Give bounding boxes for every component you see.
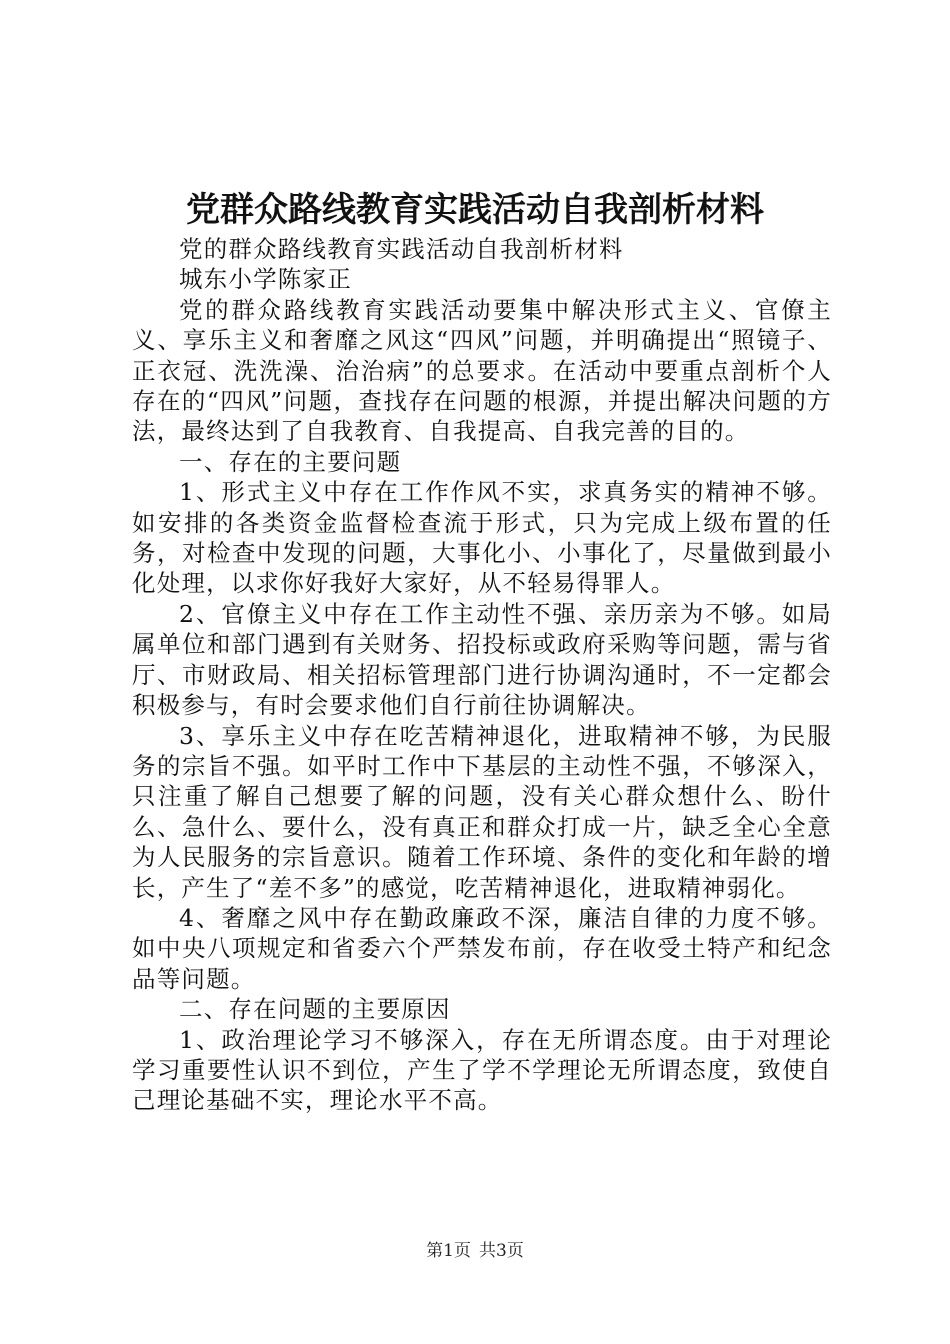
intro-paragraph: 党的群众路线教育实践活动要集中解决形式主义、官僚主义、享乐主义和奢靡之风这“四风”问题，并明确提出“照镜子、正衣冠、洗洗澡、治治病”的总要求。在活动中要重点剖析个人存在的“四风”问题，查找存在问题的根源，并提出解决问题的方法，最终达到了自我教育、自我提高、自我完善的目的。 xyxy=(132,295,832,446)
page-number: 第1页 xyxy=(426,1241,471,1261)
problem-paragraph-4: 4、奢靡之风中存在勤政廉政不深，廉洁自律的力度不够。如中央八项规定和省委六个严禁发布前，存在收受土特产和纪念品等问题。 xyxy=(132,903,832,993)
author-paragraph: 城东小学陈家正 xyxy=(179,265,352,294)
document-title: 党群众路线教育实践活动自我剖析材料 xyxy=(186,190,764,230)
problem-paragraph-1: 1、形式主义中存在工作作风不实，求真务实的精神不够。如安排的各类资金监督检查流于形式，只为完成上级布置的任务，对检查中发现的问题，大事化小、小事化了，尽量做到最小化处理，以求你好我好大家好，从不轻易得罪人。 xyxy=(132,478,832,598)
cause-paragraph-1: 1、政治理论学习不够深入，存在无所谓态度。由于对理论学习重要性认识不到位，产生了学不学理论无所谓态度，致使自己理论基础不实，理论水平不高。 xyxy=(132,1025,832,1115)
section-heading-problems: 一、存在的主要问题 xyxy=(179,447,402,476)
subtitle-paragraph: 党的群众路线教育实践活动自我剖析材料 xyxy=(179,235,624,263)
page-total: 共3页 xyxy=(479,1241,524,1261)
page-footer xyxy=(0,1239,950,1263)
problem-paragraph-3: 3、享乐主义中存在吃苦精神退化，进取精神不够，为民服务的宗旨不强。如平时工作中下基层的主动性不强，不够深入，只注重了解自己想要了解的问题，没有关心群众想什么、盼什么、急什么、要什么，没有真正和群众打成一片，缺乏全心全意为人民服务的宗旨意识。随着工作环境、条件的变化和年龄的增长，产生了“差不多”的感觉，吃苦精神退化，进取精神弱化。 xyxy=(132,721,832,902)
section-heading-causes: 二、存在问题的主要原因 xyxy=(179,995,451,1024)
problem-paragraph-2: 2、官僚主义中存在工作主动性不强、亲历亲为不够。如局属单位和部门遇到有关财务、招投标或政府采购等问题，需与省厅、市财政局、相关招标管理部门进行协调沟通时，不一定都会积极参与，有时会要求他们自行前往协调解决。 xyxy=(132,599,832,720)
document-body xyxy=(132,234,832,1116)
